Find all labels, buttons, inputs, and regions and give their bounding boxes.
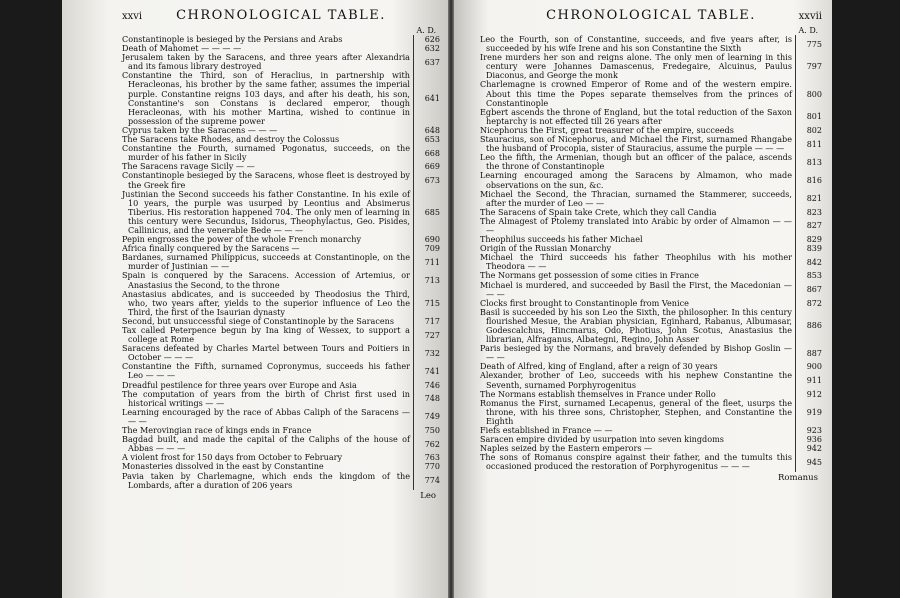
entry-text: The Normans establish themselves in France under Rollo — [480, 390, 796, 399]
right-page — [450, 0, 832, 598]
chronology-entry — [122, 290, 440, 317]
entry-year: 626 — [424, 35, 440, 44]
entry-text: Theophilus succeeds his father Michael — [480, 235, 796, 244]
entry-text: Clocks first brought to Constantinople from Venice — [480, 299, 796, 308]
entry-year: 711 — [424, 257, 440, 267]
entry-year: 813 — [806, 157, 822, 167]
entry-text: Saracen empire divided by usurpation into seven kingdoms — [480, 435, 796, 444]
chronology-entry — [122, 390, 440, 408]
chronology-entry — [480, 308, 822, 344]
entry-text: Justinian the Second succeeds his father Constantine. In his exile of 10 years, the purple was usurped by Leontius and Absimerus Tiberius. His restoration happened 704. The only men of learning in this century were Secundus, Isidorus, Theophylactus, Geo. Pisides, Callinicus, and the venerable Bede — — — — [122, 190, 414, 235]
left-page — [62, 0, 450, 598]
entry-text: Constantinople besieged by the Saracens, whose fleet is destroyed by the Greek fire — [122, 171, 414, 189]
entry-text: Charlemagne is crowned Emperor of Rome and of the western empire. About this time the Popes separate themselves from the princes of Constantinople — [480, 80, 796, 107]
left-page-header — [122, 8, 440, 26]
chronology-entry — [122, 435, 440, 453]
entry-year: 713 — [424, 275, 440, 285]
chronology-entry — [122, 53, 440, 71]
entry-text: Learning encouraged by the race of Abbas Caliph of the Saracens — — — — [122, 408, 414, 426]
chronology-entry — [122, 326, 440, 344]
left-page-number: xxvi — [122, 11, 143, 22]
entry-text: Pavia taken by Charlemagne, which ends the kingdom of the Lombards, after a duration of 206 years — [122, 472, 414, 490]
entry-text: Bardanes, surnamed Philippicus, succeeds at Constantinople, on the murder of Justinian — — — [122, 253, 414, 271]
entry-year: 637 — [424, 57, 440, 67]
entry-year: 800 — [806, 89, 822, 99]
entry-year: 842 — [806, 257, 822, 267]
chronology-entry — [122, 171, 440, 189]
entry-year: 827 — [806, 221, 822, 231]
entry-text: The Almagest of Ptolemy translated into Arabic by order of Almamon — — — — [480, 217, 796, 235]
entry-year: 717 — [424, 316, 440, 326]
chronology-entry — [480, 35, 822, 53]
entry-year: 823 — [806, 207, 822, 217]
entry-text: Irene murders her son and reigns alone. The only men of learning in this century were Johannes Damascenus, Fredegaire, Alcuinus, Paulus Diaconus, and George the monk — [480, 53, 796, 80]
entry-text: Monasteries dissolved in the east by Constantine — [122, 462, 414, 471]
entry-text: Constantinople is besieged by the Persians and Arabs — [122, 35, 414, 44]
entry-text: Romanus the First, surnamed Lecapenus, general of the fleet, usurps the throne, with his three sons, Christopher, Stephen, and Constantine the Eighth — [480, 399, 796, 426]
chronology-entry — [480, 190, 822, 208]
entry-text: Cyprus taken by the Saracens — — — — [122, 126, 414, 135]
entry-text: Bagdad built, and made the capital of the Caliphs of the house of Abbas — — — — [122, 435, 414, 453]
entry-year: 685 — [424, 207, 440, 217]
entry-text: Anastasius abdicates, and is succeeded by Theodosius the Third, who, two years after, yields to the superior influence of Leo the Third, the first of the Isaurian dynasty — [122, 290, 414, 317]
entry-text: Constantine the Third, son of Heraclius, in partnership with Heracleonas, his brother by the same father, assumes the imperial purple. Constantine reigns 103 days, and after his death, his son, Constantine's son Constans is declared emperor, though Heracleonas, with his mother Martina, wished to continue in possession of the supreme power — [122, 71, 414, 126]
entry-text: Spain is conquered by the Saracens. Accession of Artemius, or Anastasius the Second, to the throne — [122, 271, 414, 289]
entry-text: The Normans get possession of some cities in France — [480, 271, 796, 280]
chronology-entry — [480, 53, 822, 80]
entry-year: 945 — [806, 457, 822, 467]
entry-year: 741 — [424, 366, 440, 376]
entry-text: Saracens defeated by Charles Martel between Tours and Poitiers in October — — — — [122, 344, 414, 362]
left-catchword: Leo — [420, 490, 436, 501]
left-entry-list — [122, 35, 440, 490]
entry-text: Leo the Fourth, son of Constantine, succeeds, and five years after, is succeeded by his wife Irene and his son Constantine the Sixth — [480, 35, 796, 53]
chronology-entry — [480, 253, 822, 271]
entry-year: 668 — [424, 148, 440, 158]
entry-year: 770 — [424, 462, 440, 472]
entry-text: The Merovingian race of kings ends in France — [122, 426, 414, 435]
entry-text: Stauracius, son of Nicephorus, and Michael the First, surnamed Rhangabe the husband of Procopia, sister of Stauracius, assume the purple — — — — [480, 135, 796, 153]
entry-text: Constantine the Fifth, surnamed Copronymus, succeeds his father Leo — — — — [122, 362, 414, 380]
entry-year: 750 — [424, 426, 440, 436]
entry-text: Origin of the Russian Monarchy — [480, 244, 796, 253]
entry-text: The Saracens of Spain take Crete, which they call Candia — [480, 208, 796, 217]
entry-text: The Saracens ravage Sicily — — — [122, 162, 414, 171]
chronology-entry — [480, 135, 822, 153]
right-entry-list — [480, 35, 822, 472]
entry-text: Alexander, brother of Leo, succeeds with his nephew Constantine the Seventh, surnamed Porphyrogenitus — [480, 371, 796, 389]
entry-year: 829 — [806, 235, 822, 245]
entry-text: Nicephorus the First, great treasurer of the empire, succeeds — [480, 126, 796, 135]
chronology-entry — [122, 408, 440, 426]
entry-year: 653 — [424, 135, 440, 145]
entry-year: 942 — [806, 444, 822, 454]
right-era-label: A. D. — [798, 26, 818, 35]
entry-year: 801 — [806, 112, 822, 122]
chronology-entry — [480, 80, 822, 107]
chronology-entry — [122, 271, 440, 289]
entry-text: Michael the Third succeeds his father Theophilus with his mother Theodora — — — [480, 253, 796, 271]
chronology-entry — [122, 144, 440, 162]
entry-year: 900 — [806, 362, 822, 372]
chronology-entry — [480, 217, 822, 235]
chronology-entry — [480, 153, 822, 171]
entry-text: The computation of years from the birth of Christ first used in historical writings — — — [122, 390, 414, 408]
entry-year: 775 — [806, 39, 822, 49]
entry-year: 709 — [424, 244, 440, 254]
left-era-label: A. D. — [416, 26, 436, 35]
entry-year: 797 — [806, 62, 822, 72]
entry-text: Dreadful pestilence for three years over Europe and Asia — [122, 381, 414, 390]
entry-text: Michael is murdered, and succeeded by Basil the First, the Macedonian — — — — [480, 281, 796, 299]
entry-text: Paris besieged by the Normans, and bravely defended by Bishop Goslin — — — — [480, 344, 796, 362]
chronology-entry — [122, 253, 440, 271]
right-page-header — [480, 8, 822, 26]
entry-year: 912 — [806, 389, 822, 399]
entry-year: 727 — [424, 330, 440, 340]
entry-text: Leo the fifth, the Armenian, though but an officer of the palace, ascends the throne of Constantinople — [480, 153, 796, 171]
entry-text: Constantine the Fourth, surnamed Pogonatus, succeeds, on the murder of his father in Sicily — [122, 144, 414, 162]
entry-year: 821 — [806, 194, 822, 204]
entry-year: 748 — [424, 394, 440, 404]
entry-year: 853 — [806, 271, 822, 281]
entry-text: Learning encouraged among the Saracens by Almamon, who made observations on the sun, &c. — [480, 171, 796, 189]
chronology-entry — [122, 472, 440, 490]
entry-text: Africa finally conquered by the Saracens — — [122, 244, 414, 253]
entry-year: 872 — [806, 298, 822, 308]
right-page-number: xxvii — [798, 11, 822, 22]
entry-year: 749 — [424, 412, 440, 422]
chronology-entry — [480, 108, 822, 126]
entry-year: 811 — [806, 139, 822, 149]
entry-text: Fiefs established in France — — — [480, 426, 796, 435]
entry-year: 715 — [424, 298, 440, 308]
entry-year: 774 — [424, 476, 440, 486]
right-catchword: Romanus — [778, 472, 818, 483]
entry-text: Basil is succeeded by his son Leo the Sixth, the philosopher. In this century flourished Mesue, the Arabian physician, Eginhard, Rabanus, Albumasar, Godescalchus, Hincmarus, Odo, Photius, John Scotus, Anastasius the librarian, Alfraganus, Albategni, Regino, John Asser — [480, 308, 796, 344]
entry-year: 936 — [806, 435, 822, 445]
chronology-entry — [122, 362, 440, 380]
entry-year: 867 — [806, 285, 822, 295]
entry-year: 923 — [806, 426, 822, 436]
entry-text: Egbert ascends the throne of England, but the total reduction of the Saxon heptarchy is not effected till 26 years after — [480, 108, 796, 126]
entry-year: 886 — [806, 321, 822, 331]
chronology-entry — [480, 344, 822, 362]
right-page-title: CHRONOLOGICAL TABLE. — [546, 8, 756, 23]
entry-year: 762 — [424, 439, 440, 449]
entry-year: 802 — [806, 125, 822, 135]
entry-year: 887 — [806, 348, 822, 358]
entry-text: A violent frost for 150 days from October to February — [122, 453, 414, 462]
entry-year: 816 — [806, 175, 822, 185]
entry-year: 911 — [806, 376, 822, 386]
entry-year: 673 — [424, 175, 440, 185]
entry-text: The Saracens take Rhodes, and destroy the Colossus — [122, 135, 414, 144]
entry-text: Second, but unsuccessful siege of Constantinople by the Saracens — [122, 317, 414, 326]
chronology-entry — [480, 453, 822, 471]
entry-text: Death of Mahomet — — — — — [122, 44, 414, 53]
chronology-entry — [122, 190, 440, 235]
chronology-entry — [122, 344, 440, 362]
book-gutter — [448, 0, 454, 598]
open-book — [62, 0, 832, 598]
chronology-entry — [480, 399, 822, 426]
entry-year: 648 — [424, 125, 440, 135]
entry-year: 746 — [424, 380, 440, 390]
chronology-entry — [122, 71, 440, 126]
entry-text: Michael the Second, the Thracian, surnamed the Stammerer, succeeds, after the murder of Leo — — — [480, 190, 796, 208]
chronology-entry — [480, 171, 822, 189]
entry-text: Death of Alfred, king of England, after a reign of 30 years — [480, 362, 796, 371]
entry-year: 839 — [806, 244, 822, 254]
entry-text: Tax called Peterpence begun by Ina king of Wessex, to support a college at Rome — [122, 326, 414, 344]
entry-year: 919 — [806, 407, 822, 417]
entry-year: 763 — [424, 453, 440, 463]
entry-text: Naples seized by the Eastern emperors — — [480, 444, 796, 453]
entry-text: Pepin engrosses the power of the whole French monarchy — [122, 235, 414, 244]
left-page-title: CHRONOLOGICAL TABLE. — [176, 8, 386, 23]
entry-text: The sons of Romanus conspire against their father, and the tumults this occasioned produced the restoration of Porphyrogenitus — — — — [480, 453, 796, 471]
entry-year: 632 — [424, 44, 440, 54]
entry-year: 690 — [424, 235, 440, 245]
chronology-entry — [480, 371, 822, 389]
entry-year: 732 — [424, 348, 440, 358]
entry-year: 669 — [424, 162, 440, 172]
chronology-entry — [480, 281, 822, 299]
entry-year: 641 — [424, 94, 440, 104]
entry-text: Jerusalem taken by the Saracens, and three years after Alexandria and its famous library destroyed — [122, 53, 414, 71]
